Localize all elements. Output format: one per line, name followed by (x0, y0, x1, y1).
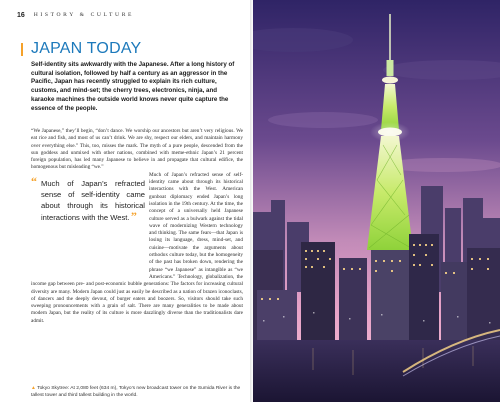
open-quote-mark: “ (31, 173, 37, 188)
page-number: 16 (17, 11, 25, 19)
title-accent-bar (21, 43, 23, 56)
caption-arrow-icon: ▲ (31, 386, 36, 391)
skytree-photo (253, 0, 500, 402)
pullquote-column (31, 175, 149, 276)
cloud (268, 112, 378, 128)
article-title: JAPAN TODAY (31, 40, 142, 57)
intro-paragraph: Self-identity sits awkwardly with the Japanese. After a long history of cultural isolation, followed by half a century as an aggressor in the Pacific, Japan has recently struggled to explain its rich culture, customs, and mind-set; the cherry trees, electronics, ninja, and karaoke machines the outside world knows never quite capture the essence of the people. (31, 61, 235, 112)
body-paragraph-2: Much of Japan’s refracted sense of self-identity came about through its historical interactions with the West. American gunboat diplomacy ended Japan’s long isolation in the 19th century. At the time, the concept of a universally held Japanese culture served as a bulwark against the tidal wave of modernizing Western technology and thinking. The same fears—that Japan is losing its language, dress, mind-set, and cuisine—motivate the arguments about orthodox culture today, but the homogeneity of the past has broken down, rendering the phrase “we Japanese” as intangible as “we Americans.” Technology, globalization, the income gap between pre- and post-economic bubble generations: The factors for increasing cultural diversity are many. Modern Japan could just as easily be described as a nation of brazen iconoclasts, of dancers and the deeply devout, of burger eaters and boozers. So, visitors should take such sweeping pronouncements with a grain of salt. There are many generalities to be made about modern Japan, but the reality of its culture is more dazzlingly diverse than the traditionalists dare admit. (31, 171, 243, 324)
pullquote-text: Much of Japan’s refracted sense of self-identity came about through its historical interactions with the West. (41, 178, 145, 222)
body-text (31, 128, 243, 376)
pullquote (31, 175, 149, 223)
skytree-photo-svg (253, 0, 500, 402)
close-quote-mark: ” (130, 208, 137, 223)
caption-text: Tokyo Skytree: At 2,080 feet (634 m), Tokyo’s new broadcast tower on the Sumida River is the tallest tower and third tallest building in the world. (31, 386, 241, 398)
running-head (17, 9, 134, 21)
body-paragraph-1: “We Japanese,” they’ll begin, “don’t dance. We worship our ancestors but aren’t very religious. We eat rice and fish, and most of us can’t drink. We are shy, respect our elders, and maintain harmony over everything else.” This, too, misses the mark. The myth of a pure people, descended from the sun goddess and unmixed with other nations, combined with meme-ethnic Japan’s 21 percent foreign population, has led many Japanese to believe in and propagate that cultural edifice, the homogenous but misleading “we.” (31, 128, 243, 171)
sumida-river (253, 340, 500, 402)
photo-caption (31, 386, 243, 399)
section-label: HISTORY & CULTURE (33, 12, 135, 18)
